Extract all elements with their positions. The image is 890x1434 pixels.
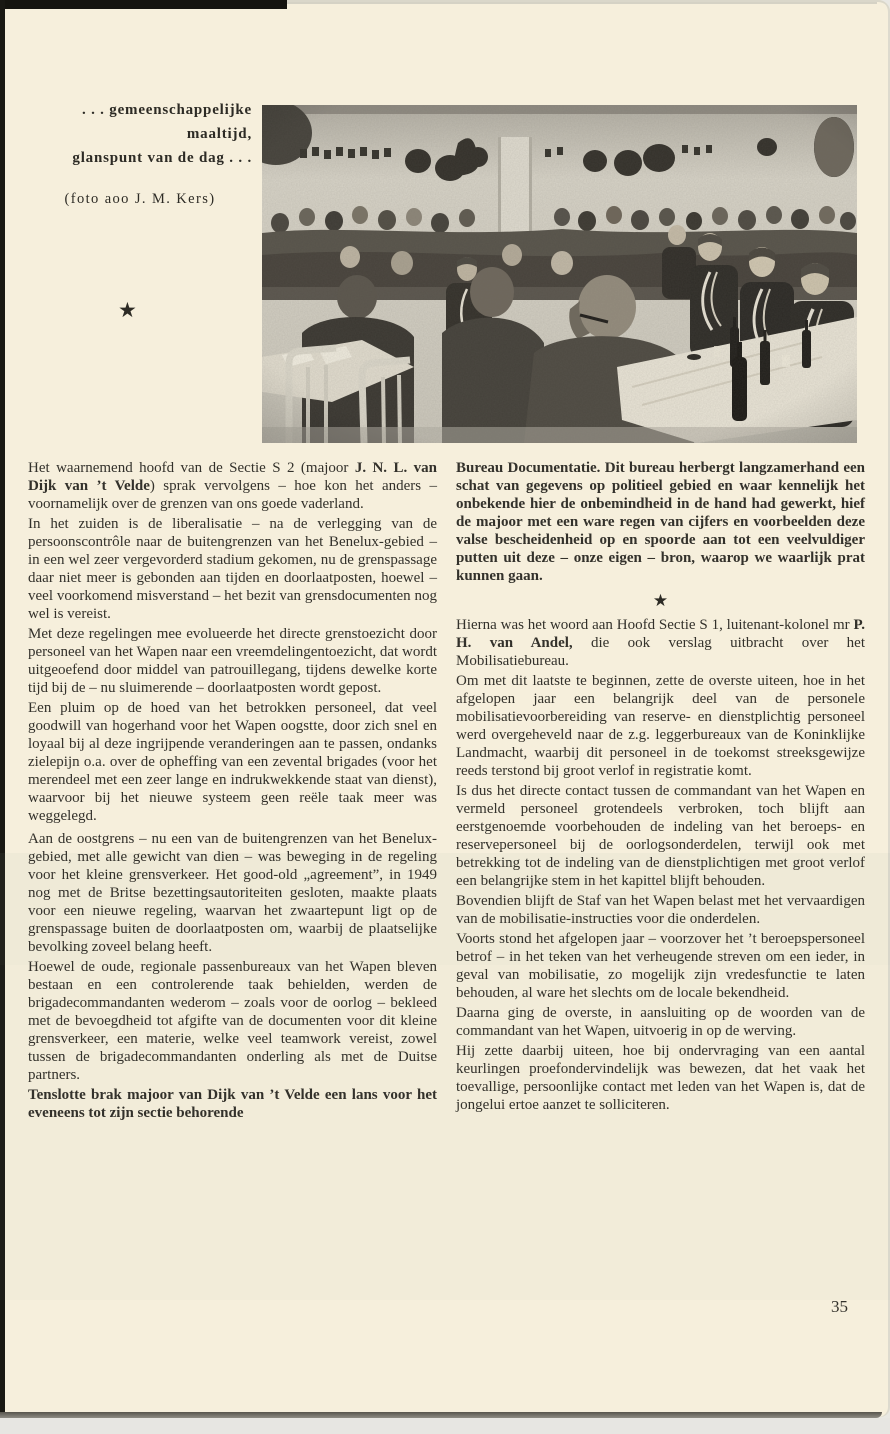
paragraph: Tenslotte brak majoor van Dijk van ’t Velde een lans voor het eveneens tot zijn sectie behorende <box>28 1087 437 1121</box>
paragraph: Daarna ging de overste, in aansluiting op de woorden van de commandant van het Wapen, uitvoerig in op de werving. <box>456 1005 865 1039</box>
paragraph: Hoewel de oude, regionale passenbureaux van het Wapen bleven bestaan en een controlerende taak behielden, werden de brigadecommandanten wederom – zoals voor de oorlog – bekleed met de bevoegdheid tot afgifte van de documenten voor dit kleine grensverkeer, een materie, welke veel teamwork vereist, zowel tussen de brigadecommandanten onderling als met de Duitse partners. <box>28 959 437 1083</box>
paragraph: In het zuiden is de liberalisatie – na de verlegging van de persoonscontrôle naar de buitengrenzen van het Benelux-gebied – in een wel zeer vergevorderd stadium gekomen, nu de grenspassage daar niet meer is gebonden aan tijden en doorlaatposten, hoewel – veel voorkomend misverstand – het bezit van grensdocumenten nog wel is vereist. <box>28 516 437 622</box>
scan-edge-left <box>0 0 5 1415</box>
caption-line: glanspunt van de dag . . . <box>72 150 252 166</box>
star-icon: ★ <box>652 591 669 610</box>
paragraph: Aan de oostgrens – nu een van de buitengrenzen van het Benelux-gebied, met alle gewicht van dien – was beweging in de regeling voor het kleine grensverkeer. Het good-old „agreement”, in 1949 nog met de Britse bezettingsautoriteiten gesloten, maakte plaats voor een nieuwe regeling, waarvan het zwaartepunt ligt op de grenspassage buiten de doorlaatposten om, waarbij de plaatselijke bevolking zoveel belang heeft. <box>28 831 437 955</box>
paragraph: Is dus het directe contact tussen de commandant van het Wapen en vermeld personeel grotendeels verbroken, toch blijft aan eerstgenoemde voorbehouden de indeling van het beroeps- en reservepersoneel bij de oorlogsonderdelen, terwijl ook met betrekking tot de indeling van de dienstplichtigen met groot verlof een belangrijke stem in het kapittel blijft behouden. <box>456 783 865 889</box>
paragraph: Bureau Documentatie. Dit bureau herbergt langzamerhand een schat van gegevens op politieel gebied en waar kennelijk het onbekende hier de onbemindheid in de hand had gewerkt, hief de majoor met een ware regen van cijfers en voorbeelden deze valse bescheidenheid op en spoorde aan tot een veelvuldiger putten uit deze – onze eigen – bron, waarop we waarlijk prat kunnen gaan. <box>456 460 865 584</box>
paragraph: Om met dit laatste te beginnen, zette de overste uiteen, hoe in het afgelopen jaar een belangrijk deel van de personele mobilisatievoorbereiding van reserve- en dienstplichtig personeel werd overgeheveld naar de z.g. leggerbureaux van de Koninklijke Landmacht, waarbij dit personeel in de toekomst streeksgewijze reeds terstond bij groot verlof in registratie komt. <box>456 673 865 779</box>
page-top-edge-line <box>287 2 877 4</box>
banquet-photo-illustration <box>262 105 857 443</box>
caption-line: . . . gemeenschappelijke <box>81 102 252 118</box>
photo-caption <box>28 98 252 211</box>
paragraph: Hij zette daarbij uiteen, hoe bij ondervraging van een aantal keurlingen proefondervindelijk was bewezen, dat het vaak het toevallige, persoonlijke contact met leden van het Wapen is, dat de jongelui ertoe aanzet te solliciteren. <box>456 1043 865 1113</box>
paragraph: Bovendien blijft de Staf van het Wapen belast met het vervaardigen van de mobilisatie-instructies voor die onderdelen. <box>456 893 865 927</box>
page-number: 35 <box>831 1297 848 1316</box>
article-column-left <box>28 459 437 1124</box>
paragraph: Met deze regelingen mee evolueerde het directe grenstoezicht door personeel van het Wapen naar een vreemdelingentoezicht, dat wordt uitgeoefend door middel van patrouillegang, tijdens dewelke korte tijd bij de – nu sluimerende – doorlaatposten wordt gepost. <box>28 626 437 696</box>
paragraph: Hierna was het woord aan Hoofd Sectie S 1, luitenant-kolonel mr P. H. van Andel, die ook verslag uitbracht over het Mobilisatiebureau. <box>456 617 866 669</box>
scan-edge-top <box>0 0 287 9</box>
paragraph: Voorts stond het afgelopen jaar – voorzover het ’t beroepspersoneel betrof – in het teken van het verheugende streven om een ieder, in geval van mobilisatie, zo mogelijk zijn vredesfunctie te laten behouden, al ware het slechts om de locale bekendheid. <box>456 931 865 1001</box>
star-icon: ★ <box>118 298 137 322</box>
banquet-photo <box>262 105 857 443</box>
scan-background-below-page <box>0 1418 890 1434</box>
photo-credit: (foto aoo J. M. Kers) <box>64 191 216 207</box>
article-column-right <box>456 459 865 1116</box>
paragraph: Een pluim op de hoed van het betrokken personeel, dat veel goodwill van hogerhand voor het Wapen oogstte, door zich snel en loyaal bij al deze ingrijpende veranderingen aan te passen, ondanks zielepijn o.a. over de opheffing van een zevental brigades (voor het merendeel met een zeer lange en indrukwekkende staat van dienst), waarvoor bij het nieuwe systeem geen reële taak meer was weggelegd. <box>28 700 437 824</box>
caption-line: maaltijd, <box>186 126 252 142</box>
paragraph: Het waarnemend hoofd van de Sectie S 2 (majoor J. N. L. van Dijk van ’t Velde) sprak vervolgens – hoe kon het anders – voornamelijk over de grenzen van ons goede vaderland. <box>28 460 437 512</box>
